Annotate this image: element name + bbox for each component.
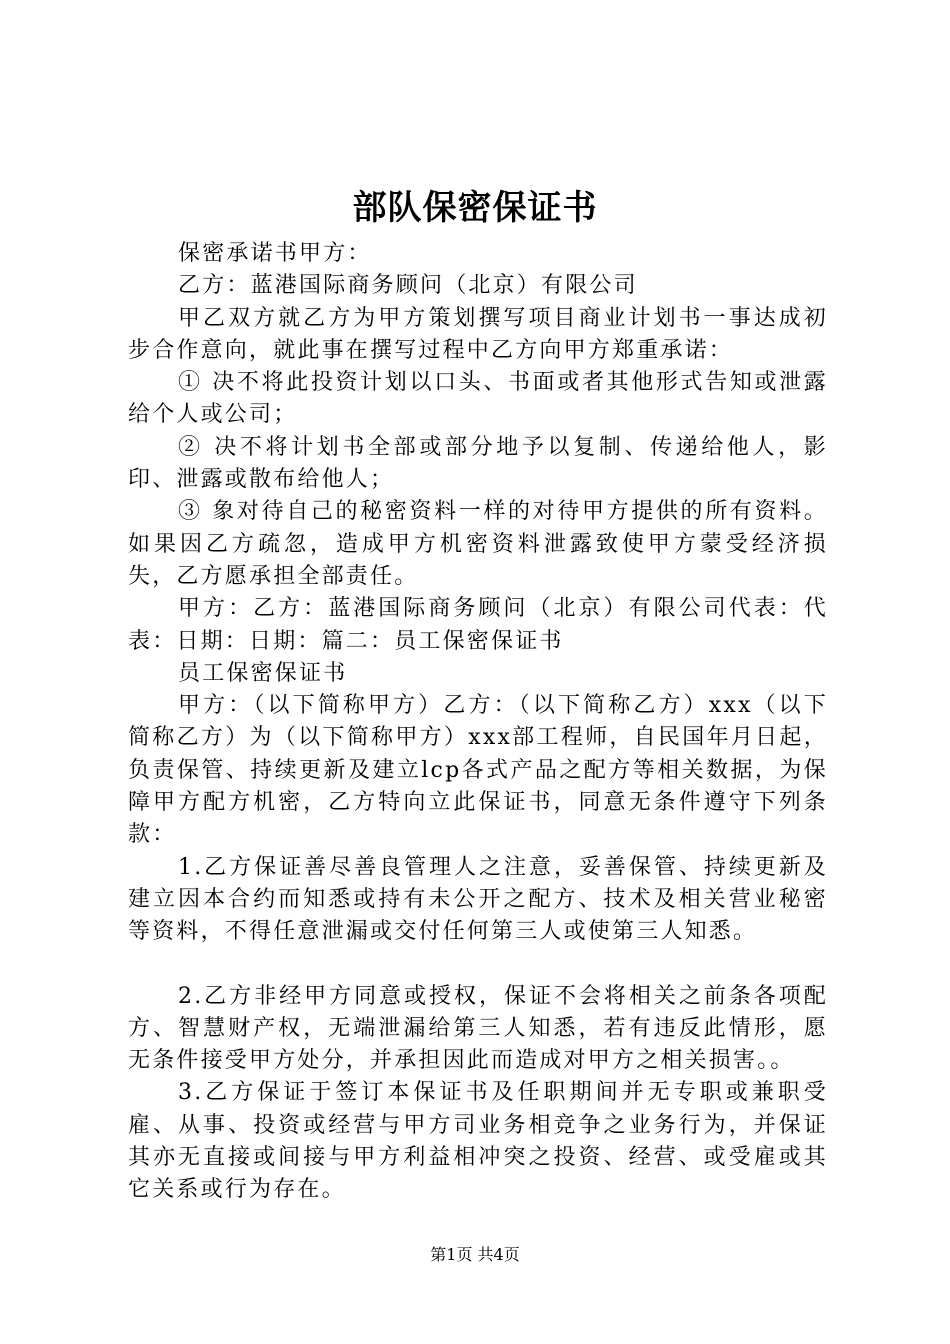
paragraph-section-heading: 员工保密保证书: [178, 660, 348, 686]
paragraph-signatures: 甲方：乙方：蓝港国际商务顾问（北京）有限公司代表：代表：日期：日期：篇二：员工保密保证书: [128, 596, 828, 654]
page-footer: 第1页 共4页: [430, 1245, 520, 1264]
paragraph-commitment-1: ① 决不将此投资计划以口头、书面或者其他形式告知或泄露给个人或公司；: [128, 370, 828, 428]
paragraph-clause-2: 2.乙方非经甲方同意或授权，保证不会将相关之前条各项配方、智慧财产权，无端泄漏给第三人知悉，若有违反此情形，愿无条件接受甲方处分，并承担因此而造成对甲方之相关损害。。: [128, 983, 828, 1074]
paragraph-commitment-2: ② 决不将计划书全部或部分地予以复制、传递给他人，影印、泄露或散布给他人；: [128, 434, 828, 493]
document-title: 部队保密保证书: [352, 188, 598, 228]
paragraph-clause-3: 3.乙方保证于签订本保证书及任职期间并无专职或兼职受雇、从事、投资或经营与甲方司业务相竞争之业务行为，并保证其亦无直接或间接与甲方利益相冲突之投资、经营、或受雇或其它关系或行为存在。: [128, 1080, 828, 1203]
paragraph-commitment-3: ③ 象对待自己的秘密资料一样的对待甲方提供的所有资料。如果因乙方疏忽，造成甲方机密资料泄露致使甲方蒙受经济损失，乙方愿承担全部责任。: [128, 499, 828, 589]
paragraph-confidentiality-party-a: 保密承诺书甲方：: [178, 241, 372, 266]
paragraph-intent: 甲乙双方就乙方为甲方策划撰写项目商业计划书一事达成初步合作意向，就此事在撰写过程中乙方向甲方郑重承诺：: [128, 305, 828, 363]
paragraph-employee-intro: 甲方：（以下简称甲方）乙方：（以下简称乙方）xxx（以下简称乙方）为（以下简称甲方）xxx部工程师，自民国年月日起，负责保管、持续更新及建立lcp各式产品之配方等相关数据，为保障甲方配方机密，乙方特向立此保证书，同意无条件遵守下列条款：: [128, 693, 828, 848]
document-body: [128, 238, 828, 1207]
paragraph-party-b: 乙方：蓝港国际商务顾问（北京）有限公司: [178, 273, 638, 299]
paragraph-clause-1: 1.乙方保证善尽善良管理人之注意，妥善保管、持续更新及建立因本合约而知悉或持有未公开之配方、技术及相关营业秘密等资料，不得任意泄漏或交付任何第三人或使第三人知悉。: [128, 854, 828, 945]
